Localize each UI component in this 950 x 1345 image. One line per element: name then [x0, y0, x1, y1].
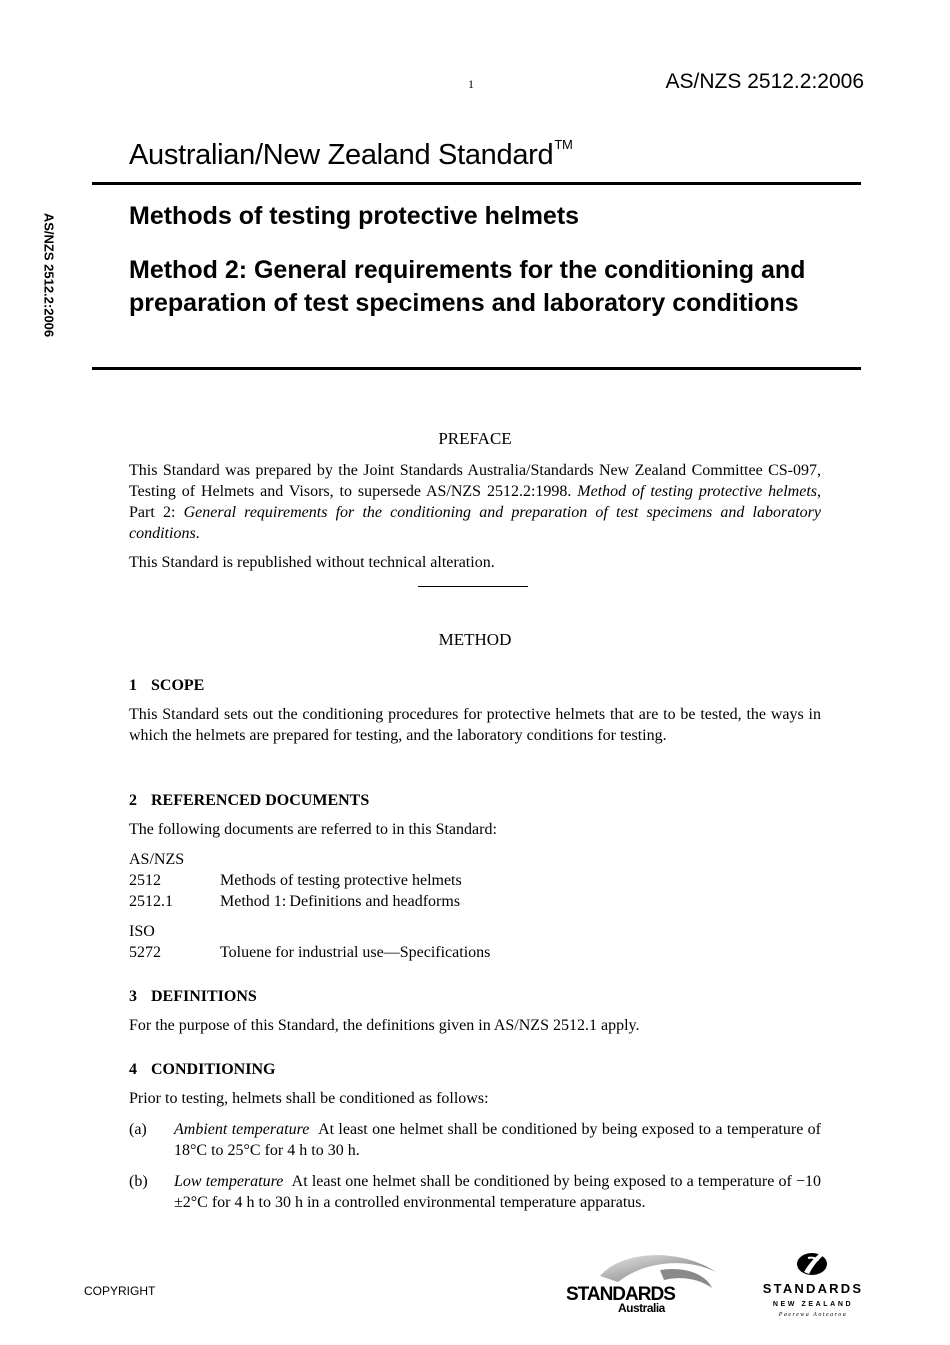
- reference-row: [129, 942, 490, 963]
- preface-text-b: Method of testing protective helmets: [577, 483, 818, 500]
- main-title: Methods of testing protective helmets: [129, 202, 580, 230]
- item-text: At least one helmet shall be conditioned by being exposed to a temperature of −10 ±2°C for 4 h to 30 h in a controlled environmental temperature apparatus.: [174, 1173, 822, 1211]
- item-label: (b): [129, 1173, 148, 1190]
- section-title: SCOPE: [151, 677, 205, 694]
- logo-sa-sub-text: Australia: [618, 1301, 665, 1315]
- document-id: AS/NZS 2512.2:2006: [665, 70, 864, 93]
- side-document-id: [34, 200, 64, 350]
- title-rule-top: [92, 182, 861, 185]
- preface-note: This Standard is republished without technical alteration.: [129, 554, 495, 571]
- item-body: [174, 1119, 821, 1161]
- reference-code: 2512.1: [129, 893, 173, 910]
- trademark: TM: [554, 137, 573, 152]
- referenced-documents-intro: The following documents are referred to in this Standard:: [129, 821, 497, 838]
- logo-sa-main-text: STANDARDS: [566, 1284, 675, 1305]
- conditioning-item-ambient: [129, 1119, 821, 1161]
- preface-text-a: This Standard was prepared by the Joint Standards Australia/Standards New Zealand Committee CS-097, Testing of Helmets and Visors, to supersede AS/NZS 2512.2:1998.: [129, 462, 821, 500]
- preface-text-c: , Part 2:: [129, 483, 822, 521]
- section-heading-definitions: [129, 986, 821, 1007]
- section-number: 4: [129, 1061, 137, 1078]
- section-number: 1: [129, 677, 137, 694]
- conditioning-intro: Prior to testing, helmets shall be conditioned as follows:: [129, 1090, 489, 1107]
- method-heading: METHOD: [438, 630, 512, 649]
- standards-australia-logo: [560, 1248, 720, 1318]
- reference-code: 5272: [129, 944, 161, 961]
- side-document-id-text: AS/NZS 2512.2:2006: [41, 212, 57, 338]
- title-rule-bottom: [92, 367, 861, 370]
- preface-text-e: .: [195, 525, 200, 542]
- standards-new-zealand-logo: [752, 1248, 874, 1320]
- reference-group-label: ISO: [129, 923, 155, 940]
- section-title: CONDITIONING: [151, 1061, 276, 1078]
- preface-text-d: General requirements for the conditioning and preparation of test specimens and laboratory conditions: [129, 504, 822, 542]
- reference-title: Method 1: Definitions and headforms: [220, 893, 461, 910]
- item-term: Ambient temperature: [174, 1121, 310, 1138]
- section-title: REFERENCED DOCUMENTS: [151, 792, 370, 809]
- section-number: 3: [129, 988, 137, 1005]
- section-heading-referenced-documents: [129, 790, 821, 811]
- sub-title: Method 2: General requirements for the conditioning and preparation of test specimens and laboratory conditions: [129, 256, 806, 317]
- section-heading-conditioning: [129, 1059, 821, 1080]
- standard-title: [129, 137, 573, 172]
- copyright: COPYRIGHT: [84, 1284, 156, 1298]
- page-number: 1: [468, 77, 474, 91]
- scope-text: This Standard sets out the conditioning procedures for protective helmets that are to be tested, the ways in which the helmets are prepared for testing, and the laboratory conditions for testing.: [129, 706, 821, 744]
- item-text: At least one helmet shall be conditioned by being exposed to a temperature of 18°C to 25°C for 4 h to 30 h.: [174, 1121, 821, 1159]
- item-label: (a): [129, 1121, 147, 1138]
- reference-row: [129, 870, 462, 891]
- logo-snz-sub-text: NEW ZEALAND: [772, 1301, 854, 1308]
- definitions-text: For the purpose of this Standard, the definitions given in AS/NZS 2512.1 apply.: [129, 1017, 640, 1034]
- conditioning-item-low-temperature: [129, 1171, 821, 1213]
- reference-row: [129, 891, 460, 912]
- preface-heading: PREFACE: [438, 429, 512, 448]
- logo-snz-main-text: STANDARDS: [762, 1281, 864, 1296]
- section-divider: [418, 586, 528, 587]
- preface-paragraph: [129, 460, 821, 544]
- item-body: [174, 1171, 821, 1213]
- reference-title: Methods of testing protective helmets: [220, 872, 462, 889]
- standard-title-text: Australian/New Zealand Standard: [129, 139, 554, 171]
- section-heading-scope: [129, 675, 821, 696]
- item-term: Low temperature: [174, 1173, 284, 1190]
- section-title: DEFINITIONS: [151, 988, 257, 1005]
- reference-code: 2512: [129, 872, 161, 889]
- section-number: 2: [129, 792, 137, 809]
- reference-title: Toluene for industrial use—Specifications: [220, 944, 491, 961]
- logo-snz-maori-text: Paerewa Aotearoa: [778, 1312, 848, 1318]
- reference-group-label: AS/NZS: [129, 851, 185, 868]
